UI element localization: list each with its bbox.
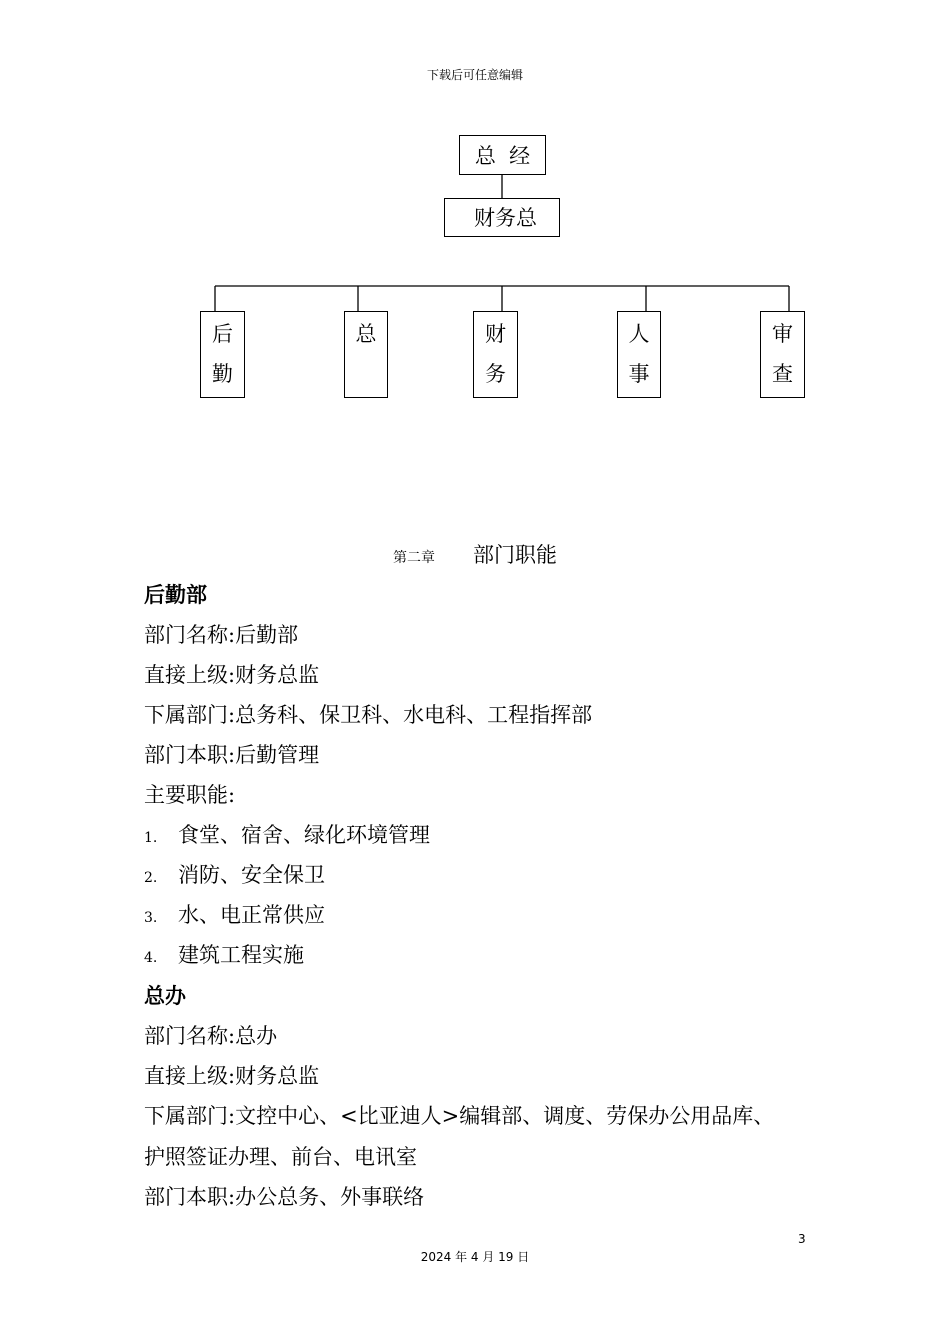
list-text: 水、电正常供应 <box>178 903 325 927</box>
org-box-top-label: 总 经 <box>474 144 531 168</box>
org-box-dept-5 <box>760 311 805 398</box>
dept-char: 勤 <box>212 362 233 386</box>
org-box-dept-1 <box>200 311 245 398</box>
section-heading: 后勤部 <box>144 582 207 607</box>
dept-char: 查 <box>772 362 793 386</box>
dept-char: 审 <box>772 322 793 346</box>
list-number: 4. <box>144 950 158 966</box>
duty-line: 部门本职:办公总务、外事联络 <box>144 1185 425 1209</box>
org-box-dept-2 <box>344 311 388 398</box>
dept-name-line: 部门名称:总办 <box>144 1024 278 1048</box>
list-item <box>144 860 325 893</box>
org-box-dept-2-label <box>345 312 387 354</box>
org-box-dept-3 <box>473 311 518 398</box>
dept-char: 人 <box>628 322 650 346</box>
page-number: 3 <box>798 1232 806 1246</box>
functions-label: 主要职能: <box>144 783 236 807</box>
dept-char: 后 <box>212 322 233 346</box>
org-box-top <box>459 135 546 175</box>
chapter-title <box>0 540 950 573</box>
dept-char: 总 <box>355 322 377 346</box>
list-item <box>144 940 304 973</box>
chapter-name: 部门职能 <box>473 543 557 567</box>
subordinates-line-cont: 护照签证办理、前台、电讯室 <box>144 1145 417 1169</box>
list-number: 3. <box>144 910 158 926</box>
footer-date: 2024 年 4 月 19 日 <box>420 1250 530 1264</box>
org-box-dept-5-label <box>761 312 804 394</box>
list-item <box>144 820 430 853</box>
dept-name-line: 部门名称:后勤部 <box>144 623 299 647</box>
superior-line: 直接上级:财务总监 <box>144 1064 320 1088</box>
org-box-second <box>444 198 560 237</box>
chapter-number: 第二章 <box>393 550 435 566</box>
subordinates-line: 下属部门:文控中心、<比亚迪人>编辑部、调度、劳保办公用品库、 <box>144 1104 775 1128</box>
dept-char: 事 <box>628 362 650 386</box>
list-item <box>144 900 325 933</box>
org-box-dept-4 <box>617 311 661 398</box>
list-text: 食堂、宿舍、绿化环境管理 <box>178 823 430 847</box>
header-note: 下载后可任意编辑 <box>426 68 523 82</box>
org-box-second-label: 财务总 <box>474 206 537 230</box>
superior-line: 直接上级:财务总监 <box>144 663 320 687</box>
org-box-dept-3-label <box>474 312 517 394</box>
org-box-dept-1-label <box>201 312 244 394</box>
list-text: 建筑工程实施 <box>178 943 304 967</box>
list-number: 1. <box>144 830 158 846</box>
org-box-dept-4-label <box>618 312 660 394</box>
section-heading: 总办 <box>144 983 186 1008</box>
dept-char: 财 <box>485 322 506 346</box>
dept-char: 务 <box>485 362 506 386</box>
list-text: 消防、安全保卫 <box>178 863 325 887</box>
duty-line: 部门本职:后勤管理 <box>144 743 320 767</box>
subordinates-line: 下属部门:总务科、保卫科、水电科、工程指挥部 <box>144 703 593 727</box>
list-number: 2. <box>144 870 158 886</box>
